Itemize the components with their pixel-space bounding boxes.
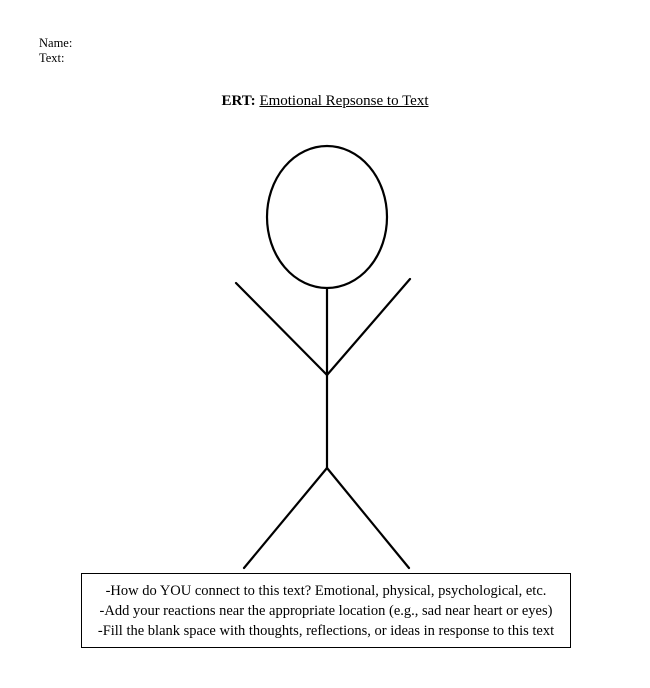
stick-figure-left-leg <box>244 468 327 568</box>
instruction-line: -How do YOU connect to this text? Emotional, physical, psychological, etc. <box>105 583 547 599</box>
stick-figure-right-arm <box>327 279 410 375</box>
instruction-line: -Add your reactions near the appropriate location (e.g., sad near heart or eyes) <box>99 603 553 619</box>
stick-figure-left-arm <box>236 283 327 375</box>
stick-figure-right-leg <box>327 468 409 568</box>
instruction-line: -Fill the blank space with thoughts, reflections, or ideas in response to this text <box>97 623 555 639</box>
title-full: Emotional Repsonse to Text <box>259 93 429 109</box>
title-abbreviation: ERT: <box>221 93 256 109</box>
stick-figure-head <box>267 146 387 288</box>
text-label: Text: <box>39 51 65 65</box>
instructions-box <box>81 573 571 648</box>
name-label: Name: <box>39 36 73 50</box>
